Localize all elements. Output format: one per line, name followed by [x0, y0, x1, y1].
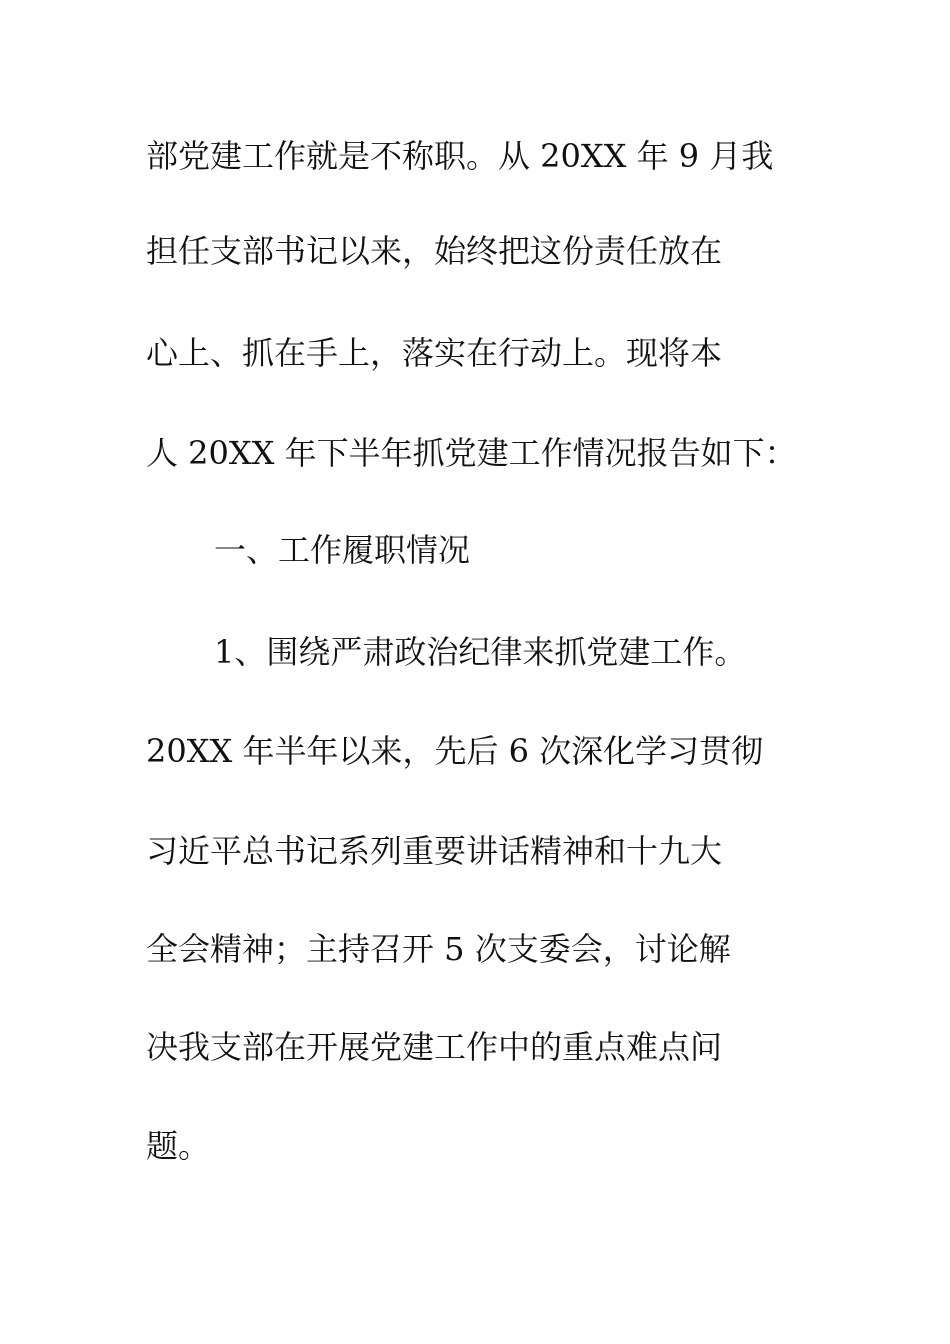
paragraph-line: 人 20XX 年下半年抓党建工作情况报告如下：	[146, 434, 797, 472]
paragraph-line: 担任支部书记以来，始终把这份责任放在	[146, 232, 723, 270]
paragraph-line: 习近平总书记系列重要讲话精神和十九大	[146, 832, 723, 870]
paragraph-line: 题。	[146, 1127, 211, 1165]
paragraph-line: 决我支部在开展党建工作中的重点难点问	[146, 1028, 723, 1066]
paragraph-line: 全会精神；主持召开 5 次支委会，讨论解	[146, 930, 731, 968]
paragraph-line: 部党建工作就是不称职。从 20XX 年 9 月我	[146, 137, 774, 175]
section-heading: 一、工作履职情况	[214, 531, 471, 569]
subsection-heading: 1、围绕严肃政治纪律来抓党建工作。	[214, 633, 747, 671]
paragraph-line: 心上、抓在手上，落实在行动上。现将本	[146, 334, 723, 372]
paragraph-line: 20XX 年半年以来，先后 6 次深化学习贯彻	[146, 732, 764, 770]
